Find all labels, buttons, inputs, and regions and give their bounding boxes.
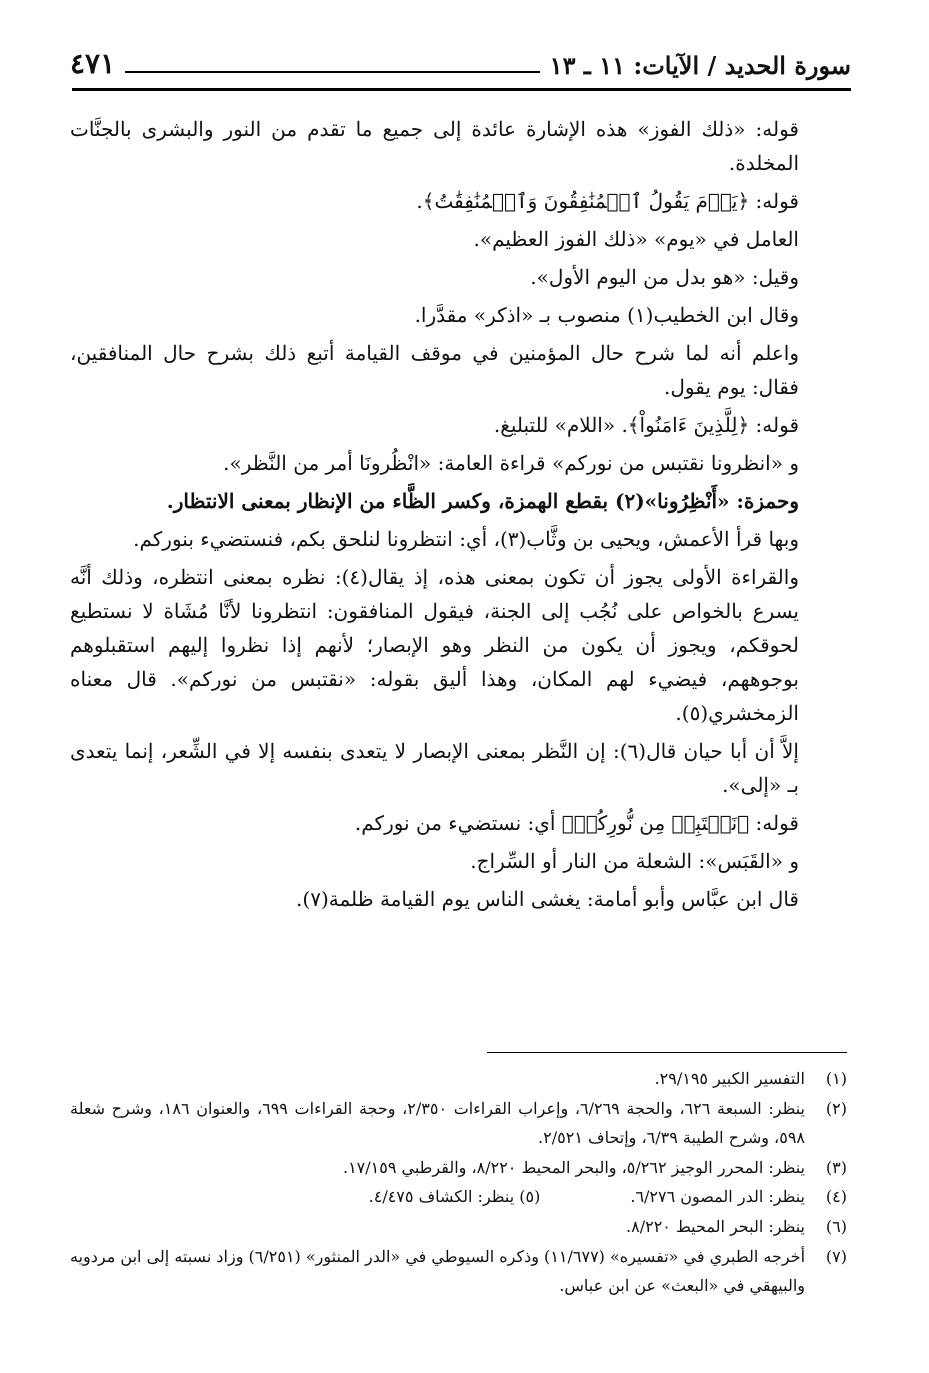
header-rule xyxy=(72,88,851,91)
footnote-number: (٣) xyxy=(825,1157,847,1177)
footnote-text-group xyxy=(70,1182,805,1212)
footnote-number: (٧) xyxy=(825,1246,847,1266)
footnote-separator xyxy=(487,1052,847,1053)
footnote xyxy=(70,1064,847,1094)
paragraph: قوله: ﴿نَقۡتَبِسۡ مِن نُّورِكُمۡ﴾ أي: نستضيء من نوركم. xyxy=(354,811,799,835)
main-text xyxy=(70,112,847,920)
paragraph: و «القَبَس»: الشعلة من النار أو السِّراج. xyxy=(470,849,799,873)
paragraph: و «انظرونا نقتبس من نوركم» قراءة العامة: «انْظُرونَا أمر من النَّظر». xyxy=(223,451,799,475)
footnote-text: ينظر: المحرر الوجيز ٥/٢٦٢، والبحر المحيط ٨/٢٢٠، والقرطبي ١٧/١٥٩. xyxy=(342,1157,805,1177)
paragraph: والقراءة الأولى يجوز أن تكون بمعنى هذه، إذ يقال(٤): نظره بمعنى انتظره، وذلك أنَّه يسرع بالخواص على نُجُب إلى الجنة، فيقول المنافقون: انتظرونا لأنَّا مُشَاة لا نستطيع لحوقكم، ويجوز أن يكون من النظر وهو الإبصار؛ لأنهم إذا نظروا إليهم استقبلوهم بوجوههم، فيضيء لهم المكان، وهذا أليق بقوله: «نقتبس من نوركم». قال معناه الزمخشري(٥). xyxy=(70,565,799,725)
footnote-text: أخرجه الطبري في «تفسيره» (١١/٦٧٧) وذكره السيوطي في «الدر المنثور» (٦/٢٥١) وزاد نسبته إلى ابن مردويه والبيهقي في «البعث» عن ابن عباس. xyxy=(70,1246,806,1296)
header-leader-line xyxy=(125,71,540,73)
paragraph: وبها قرأ الأعمش، ويحيى بن وثَّاب(٣)، أي: انتظرونا لنلحق بكم، فنستضيء بنوركم. xyxy=(133,527,799,551)
footnote xyxy=(70,1094,847,1153)
paragraph: إلاَّ أن أبا حيان قال(٦): إن النَّظر بمعنى الإبصار لا يتعدى بنفسه إلا في الشِّعر، إنما يتعدى بـ «إلى». xyxy=(70,739,799,797)
paragraph: قوله: ﴿لِلَّذِينَ ءَامَنُواْ﴾. «اللام» للتبليغ. xyxy=(493,413,799,437)
paragraph: وحمزة: «أَنْظِرُونا»(٢) بقطع الهمزة، وكسر الظَّاء من الإنظار بمعنى الانتظار. xyxy=(166,489,799,513)
footnote-number: (٦) xyxy=(825,1216,847,1236)
paragraph: واعلم أنه لما شرح حال المؤمنين في موقف القيامة أتبع ذلك بشرح حال المنافقين، فقال: يوم يقول. xyxy=(70,341,800,399)
paragraph: العامل في «يوم» «ذلك الفوز العظيم». xyxy=(473,227,799,251)
footnote-number: (١) xyxy=(825,1069,847,1088)
footnote xyxy=(70,1212,847,1242)
paragraph: قوله: «ذلك الفوز» هذه الإشارة عائدة إلى جميع ما تقدم من النور والبشرى بالجنَّات المخلدة. xyxy=(70,117,799,175)
paragraph: وقيل: «هو بدل من اليوم الأول». xyxy=(530,265,799,289)
page-number: ٤٧١ xyxy=(70,47,116,80)
footnote-number: (٤) xyxy=(825,1187,847,1207)
footnote-text: (٥) ينظر: الكشاف ٤/٤٧٥. xyxy=(368,1187,541,1207)
footnote xyxy=(70,1182,847,1212)
footnote xyxy=(70,1153,847,1183)
paragraph: قال ابن عبَّاس وأبو أمامة: يغشى الناس يوم القيامة ظلمة(٧). xyxy=(296,887,799,911)
footnote-text: ينظر: الدر المصون ٦/٢٧٦. xyxy=(630,1187,805,1207)
footnote-text: التفسير الكبير ٢٩/١٩٥. xyxy=(654,1069,805,1088)
paragraph: وقال ابن الخطيب(١) منصوب بـ «اذكر» مقدَّرا. xyxy=(414,303,799,327)
running-header xyxy=(70,38,851,88)
footnote xyxy=(70,1242,847,1301)
header-title: سورة الحديد / الآيات: ١١ ـ ١٣ xyxy=(549,51,851,80)
footnotes xyxy=(70,1064,847,1301)
footnote-number: (٢) xyxy=(825,1098,847,1118)
paragraph: قوله: ﴿يَوۡمَ يَقُولُ ٱلۡمُنَٰفِقُونَ وَٱلۡمُنَٰفِقَٰتُ﴾. xyxy=(416,189,799,213)
footnote-text: ينظر: البحر المحيط ٨/٢٢٠. xyxy=(626,1216,805,1236)
footnote-text: ينظر: السبعة ٦٢٦، والحجة ٦/٢٦٩، وإعراب القراءات ٢/٣٥٠، وحجة القراءات ٦٩٩، والعنوان ١٨٦، وشرح شعلة ٥٩٨، وشرح الطيبة ٦/٣٩، وإتحاف ٢/٥٢١. xyxy=(70,1098,805,1148)
